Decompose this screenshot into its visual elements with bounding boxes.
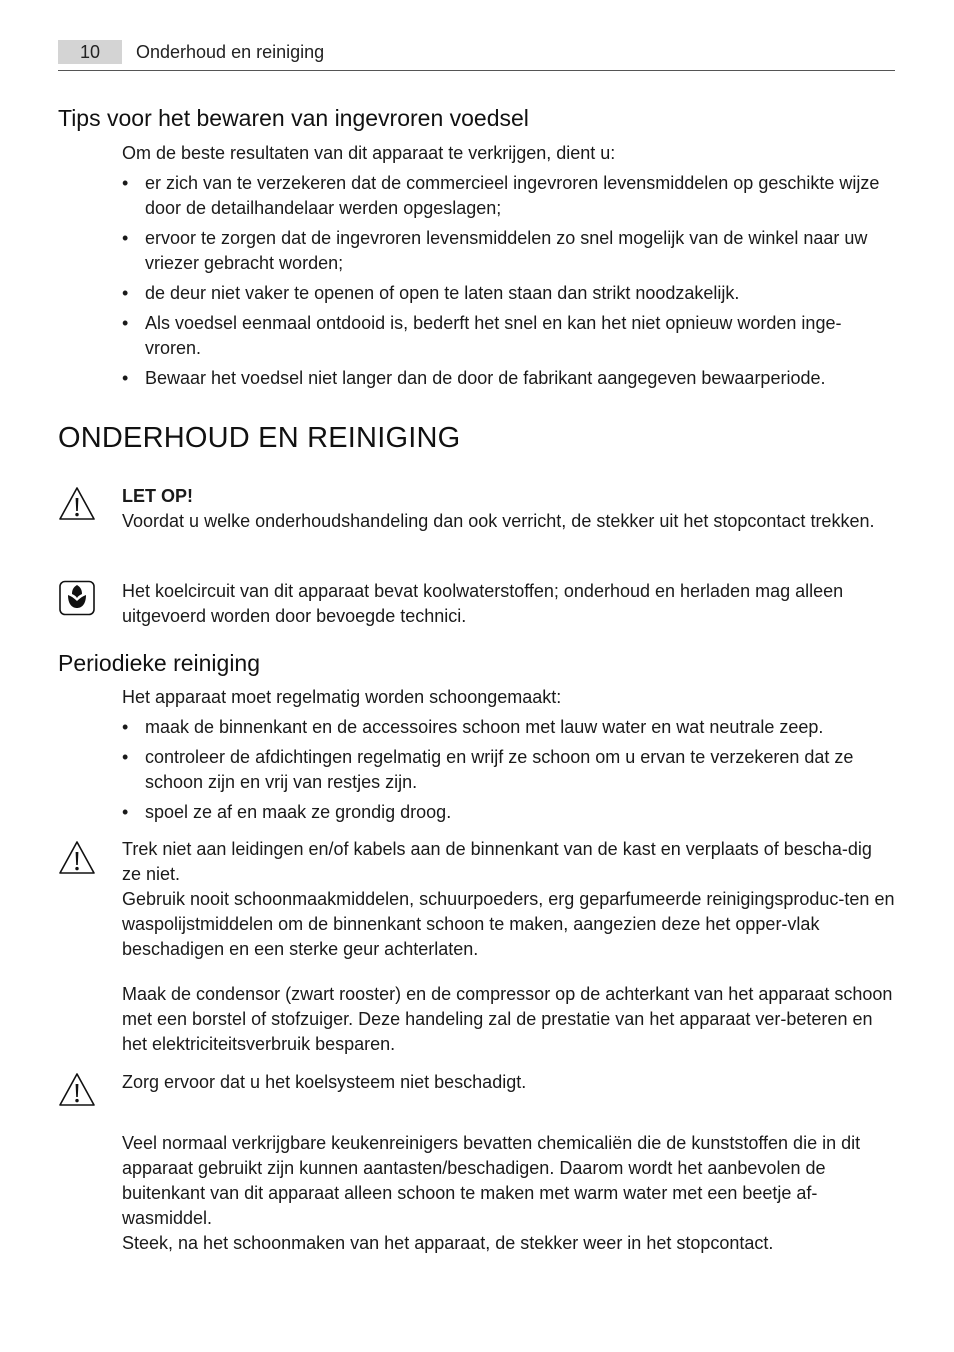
running-title: Onderhoud en reiniging bbox=[136, 42, 325, 62]
page-header bbox=[58, 40, 895, 71]
closing-text: Steek, na het schoonmaken van het apparaat, de stekker weer in het stopcontact. bbox=[122, 1233, 774, 1253]
section-heading-periodic: Periodieke reiniging bbox=[58, 650, 261, 676]
list-item: • de deur niet vaker te openen of open te laten staan dan strikt noodzakelijk. bbox=[122, 283, 740, 303]
warning-text: Voordat u welke onderhoudshandeling dan ook verricht, de stekker uit het stopcontact trekken. bbox=[122, 511, 875, 531]
closing-paragraph bbox=[122, 1131, 895, 1256]
warning-title: LET OP! bbox=[122, 486, 193, 506]
main-heading: ONDERHOUD EN REINIGING bbox=[58, 422, 461, 454]
section-heading-tips: Tips voor het bewaren van ingevroren voedsel bbox=[58, 105, 529, 131]
warning-box-1 bbox=[122, 484, 895, 534]
list-item: • controleer de afdichtingen regelmatig en wrijf ze schoon om u ervan te verzekeren dat ze schoon zijn en vrij van restjes zijn. bbox=[122, 747, 854, 792]
warning-text: Gebruik nooit schoonmaakmiddelen, schuurpoeders, erg geparfumeerde reinigingsproduc-ten en waspolijstmiddelen om de binnenkant schoon te maken, aangezien deze het opper-vlak beschadigen en een sterke geur achterlaten. bbox=[122, 889, 895, 959]
list-item: • Als voedsel eenmaal ontdooid is, bederft het snel en kan het niet opnieuw worden inge-vroren. bbox=[122, 313, 842, 358]
warning-triangle-icon bbox=[58, 486, 96, 522]
environment-note: Het koelcircuit van dit apparaat bevat koolwaterstoffen; onderhoud en herladen mag alleen uitgevoerd worden door bevoegde technici. bbox=[122, 581, 844, 626]
list-item: • spoel ze af en maak ze grondig droog. bbox=[122, 802, 452, 822]
warning-triangle-icon bbox=[58, 840, 96, 876]
warning-triangle-icon bbox=[58, 1072, 96, 1108]
list-item: • Bewaar het voedsel niet langer dan de door de fabrikant aangegeven bewaarperiode. bbox=[122, 368, 826, 388]
page-number: 10 bbox=[58, 40, 122, 64]
periodic-intro: Het apparaat moet regelmatig worden schoongemaakt: bbox=[122, 687, 562, 707]
closing-text: Veel normaal verkrijgbare keukenreinigers bevatten chemicaliën die de kunststoffen die in dit apparaat gebruikt zijn kunnen aantasten/beschadigen. Daarom wordt het aanbevolen de buitenkant van dit apparaat alleen schoon te maken met warm water met een beetje af-wasmiddel. bbox=[122, 1133, 861, 1228]
warning-box-3: Zorg ervoor dat u het koelsysteem niet beschadigt. bbox=[122, 1072, 527, 1092]
tips-list bbox=[122, 171, 895, 396]
list-item: • er zich van te verzekeren dat de commercieel ingevroren levensmiddelen op geschikte wijze door de detailhandelaar werden opgeslagen; bbox=[122, 173, 880, 218]
list-item: • maak de binnenkant en de accessoires schoon met lauw water en wat neutrale zeep. bbox=[122, 717, 824, 737]
condenser-paragraph: Maak de condensor (zwart rooster) en de compressor op de achterkant van het apparaat schoon met een borstel of stofzuiger. Deze handeling zal de prestatie van het apparaat ver-beteren en het elektriciteitsverbruik besparen. bbox=[122, 984, 893, 1054]
environment-flower-icon bbox=[58, 580, 96, 616]
list-item: • ervoor te zorgen dat de ingevroren levensmiddelen zo snel mogelijk van de winkel naar uw vriezer gebracht worden; bbox=[122, 228, 868, 273]
warning-text: Trek niet aan leidingen en/of kabels aan de binnenkant van de kast en verplaats of bescha-dig ze niet. bbox=[122, 839, 872, 884]
tips-intro: Om de beste resultaten van dit apparaat te verkrijgen, dient u: bbox=[122, 143, 616, 163]
periodic-list bbox=[122, 715, 895, 830]
warning-box-2 bbox=[122, 837, 895, 962]
